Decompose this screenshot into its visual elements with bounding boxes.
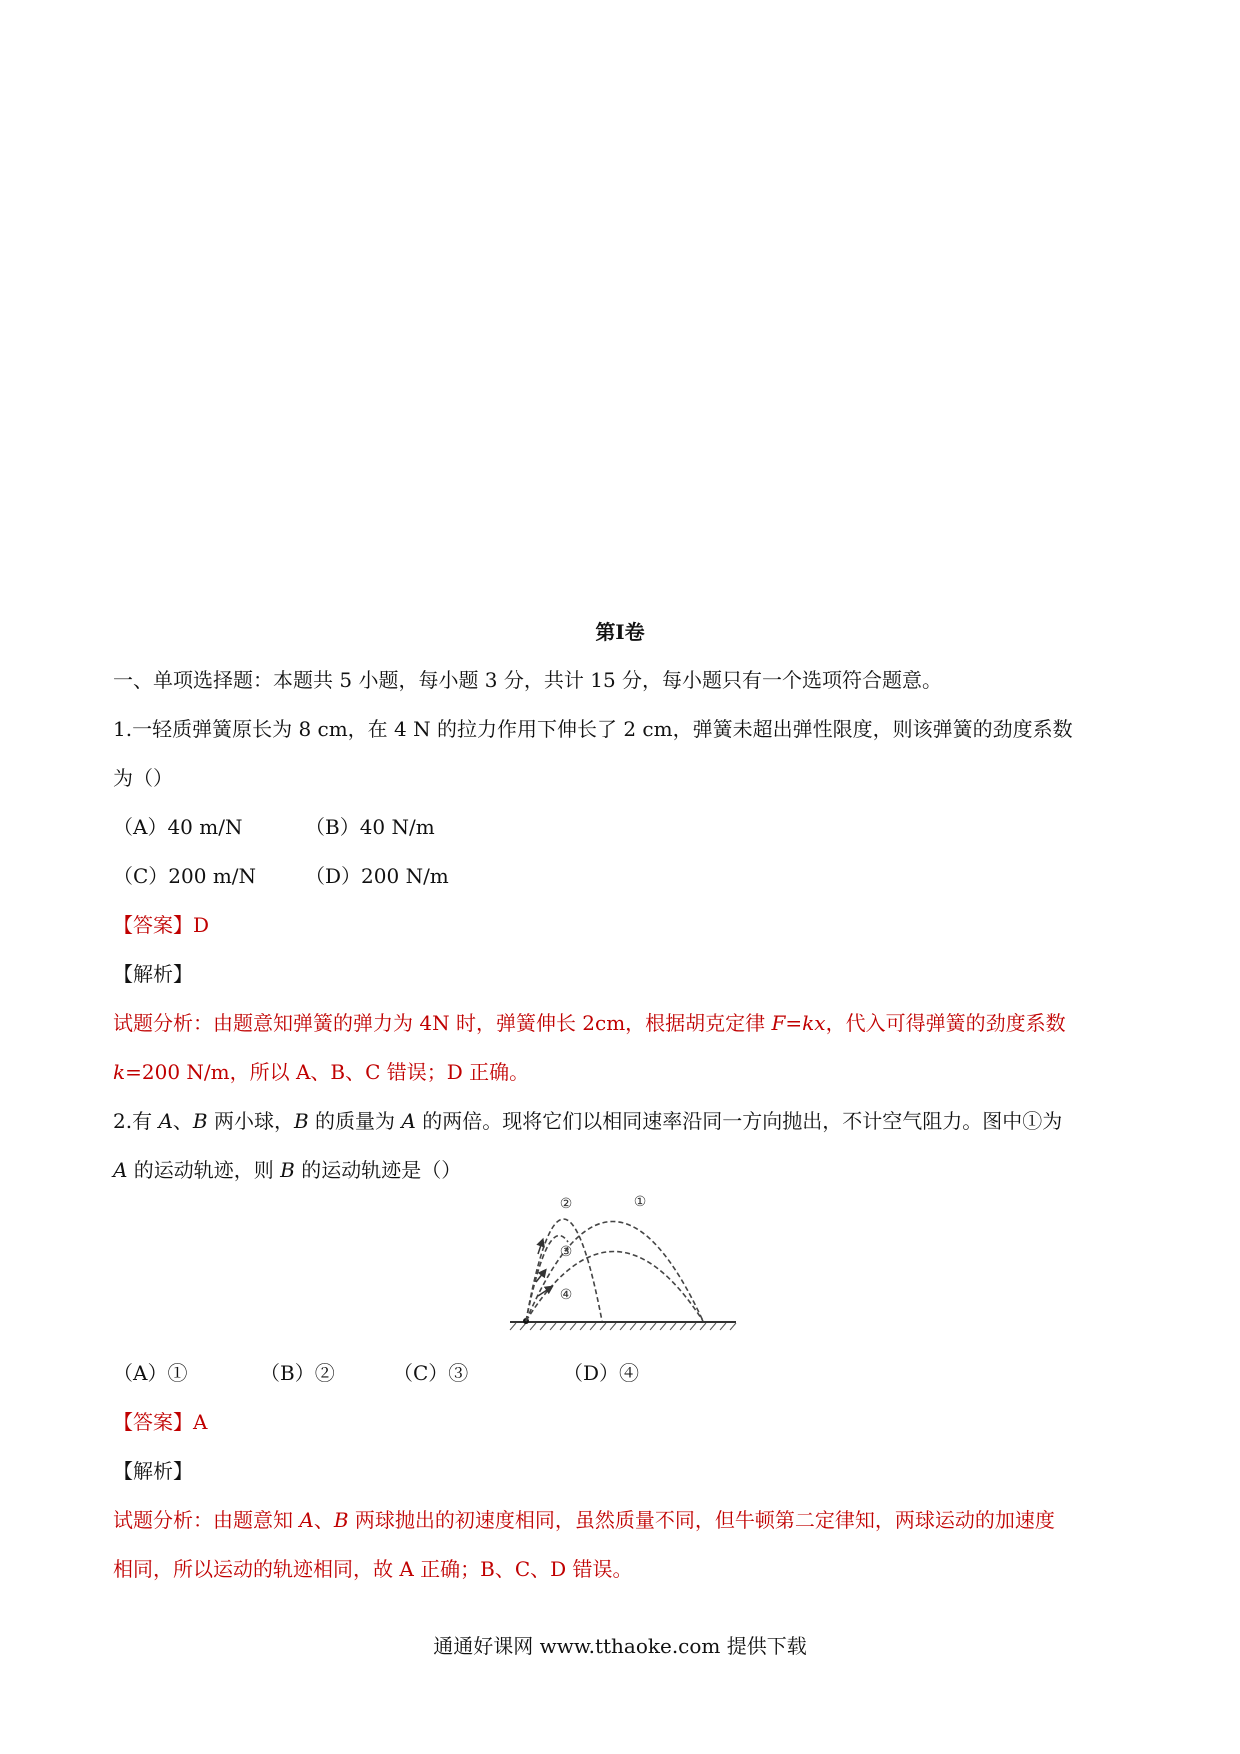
q2-analysis-label: 【解析】 <box>113 1459 193 1483</box>
q1-stem-line2: 为（） <box>113 766 173 790</box>
q2-option-c: （C）③ <box>393 1361 469 1385</box>
q1-option-a: （A）40 m/N <box>113 815 243 839</box>
page-footer: 通通好课网 www.tthaoke.com 提供下载 <box>433 1634 807 1658</box>
q2-option-d: （D）④ <box>563 1361 640 1385</box>
arrow-4 <box>538 1288 550 1296</box>
q2-answer: 【答案】A <box>113 1410 208 1434</box>
section-header: 一、单项选择题：本题共 5 小题，每小题 3 分，共计 15 分，每小题只有一个选项符合题意。 <box>113 668 943 692</box>
q2-option-a: （A）① <box>113 1361 188 1385</box>
q1-analysis-line2: k=200 N/m，所以 A、B、C 错误；D 正确。 <box>113 1060 530 1084</box>
q1-option-b: （B）40 N/m <box>305 815 435 839</box>
q1-option-c: （C）200 m/N <box>113 864 257 888</box>
q2-stem-line2: A 的运动轨迹，则 B 的运动轨迹是（） <box>113 1158 462 1182</box>
q1-analysis-label: 【解析】 <box>113 962 193 986</box>
q2-analysis-line2: 相同，所以运动的轨迹相同，故 A 正确；B、C、D 错误。 <box>113 1557 633 1581</box>
trajectory-1 <box>526 1222 703 1322</box>
label-4: ④ <box>559 1287 573 1303</box>
volume-title: 第Ⅰ卷 <box>595 620 645 644</box>
q1-answer: 【答案】D <box>113 913 210 937</box>
label-2: ② <box>559 1196 573 1212</box>
q2-stem-line1: 2.有 A、B 两小球，B 的质量为 A 的两倍。现将它们以相同速率沿同一方向抛出，不计空气阻力。图中①为 <box>113 1109 1063 1133</box>
q1-analysis-line1: 试题分析：由题意知弹簧的弹力为 4N 时，弹簧伸长 2cm，根据胡克定律 F=kx，代入可得弹簧的劲度系数 <box>113 1011 1066 1035</box>
label-3: ③ <box>559 1244 573 1260</box>
ground-hatch <box>510 1323 736 1330</box>
q1-stem-line1: 1.一轻质弹簧原长为 8 cm，在 4 N 的拉力作用下伸长了 2 cm，弹簧未超出弹性限度，则该弹簧的劲度系数 <box>113 717 1073 741</box>
q1-option-d: （D）200 N/m <box>305 864 449 888</box>
q2-option-b: （B）② <box>260 1361 335 1385</box>
arrow-2 <box>538 1242 542 1254</box>
trajectory-2 <box>526 1219 602 1321</box>
label-1: ① <box>633 1194 647 1210</box>
q2-analysis-line1: 试题分析：由题意知 A、B 两球抛出的初速度相同，虽然质量不同，但牛顿第二定律知，两球运动的加速度 <box>113 1508 1055 1532</box>
trajectory-4 <box>526 1252 703 1322</box>
trajectory-diagram <box>508 1192 738 1337</box>
